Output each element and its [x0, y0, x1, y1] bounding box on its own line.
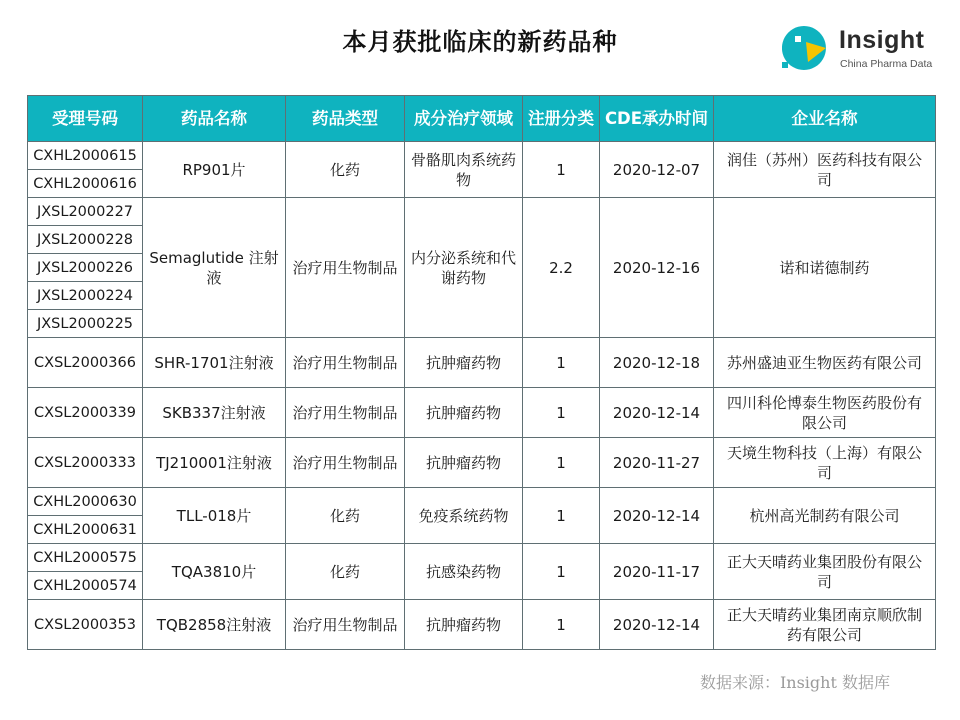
registration-class-cell: 2.2: [523, 198, 600, 338]
drug-name-cell: SHR-1701注射液: [143, 338, 286, 388]
cde-date-cell: 2020-12-14: [600, 600, 714, 650]
company-cell: 正大天晴药业集团南京顺欣制药有限公司: [714, 600, 936, 650]
acceptance-number-cell: JXSL2000227: [28, 198, 143, 226]
data-source-note: 数据来源：Insight 数据库: [699, 673, 890, 692]
drug-type-cell: 治疗用生物制品: [286, 338, 405, 388]
drug-type-cell: 治疗用生物制品: [286, 198, 405, 338]
registration-class-cell: 1: [523, 488, 600, 544]
company-cell: 四川科伦博泰生物医药股份有限公司: [714, 388, 936, 438]
logo-tagline: China Pharma Data: [840, 58, 933, 70]
company-cell: 天境生物科技（上海）有限公司: [714, 438, 936, 488]
cde-date-cell: 2020-11-17: [600, 544, 714, 600]
drug-name-cell: RP901片: [143, 142, 286, 198]
acceptance-number-cell: CXSL2000339: [28, 388, 143, 438]
therapeutic-area-cell: 抗肿瘤药物: [405, 388, 523, 438]
drug-name-cell: TJ210001注射液: [143, 438, 286, 488]
acceptance-number-cell: JXSL2000224: [28, 282, 143, 310]
acceptance-number-cell: CXHL2000630: [28, 488, 143, 516]
table-row: [28, 198, 936, 226]
therapeutic-area-cell: 骨骼肌肉系统药物: [405, 142, 523, 198]
table-row: [28, 600, 936, 650]
drug-type-cell: 化药: [286, 142, 405, 198]
acceptance-number-cell: JXSL2000226: [28, 254, 143, 282]
acceptance-number-cell: JXSL2000228: [28, 226, 143, 254]
column-header: 药品类型: [286, 96, 405, 142]
drug-name-cell: TQA3810片: [143, 544, 286, 600]
drug-name-cell: SKB337注射液: [143, 388, 286, 438]
acceptance-number-cell: CXSL2000353: [28, 600, 143, 650]
acceptance-number-cell: CXHL2000615: [28, 142, 143, 170]
table-row: [28, 142, 936, 170]
drug-type-cell: 治疗用生物制品: [286, 388, 405, 438]
page-title: 本月获批临床的新药品种: [342, 28, 618, 56]
drug-type-cell: 治疗用生物制品: [286, 600, 405, 650]
column-header: 受理号码: [28, 96, 143, 142]
column-header: CDE承办时间: [600, 96, 714, 142]
drug-type-cell: 治疗用生物制品: [286, 438, 405, 488]
table-row: [28, 544, 936, 572]
therapeutic-area-cell: 内分泌系统和代谢药物: [405, 198, 523, 338]
insight-logo-icon: [782, 18, 834, 74]
table-row: [28, 388, 936, 438]
registration-class-cell: 1: [523, 544, 600, 600]
therapeutic-area-cell: 抗感染药物: [405, 544, 523, 600]
acceptance-number-cell: CXSL2000366: [28, 338, 143, 388]
company-cell: 润佳（苏州）医药科技有限公司: [714, 142, 936, 198]
company-cell: 正大天晴药业集团股份有限公司: [714, 544, 936, 600]
insight-logo: [782, 18, 952, 78]
acceptance-number-cell: CXHL2000575: [28, 544, 143, 572]
drug-name-cell: Semaglutide 注射液: [143, 198, 286, 338]
table-row: [28, 488, 936, 516]
drug-type-cell: 化药: [286, 544, 405, 600]
registration-class-cell: 1: [523, 438, 600, 488]
therapeutic-area-cell: 抗肿瘤药物: [405, 600, 523, 650]
registration-class-cell: 1: [523, 600, 600, 650]
table-header-row: [28, 96, 936, 142]
cde-date-cell: 2020-12-07: [600, 142, 714, 198]
cde-date-cell: 2020-12-18: [600, 338, 714, 388]
acceptance-number-cell: JXSL2000225: [28, 310, 143, 338]
cde-date-cell: 2020-11-27: [600, 438, 714, 488]
acceptance-number-cell: CXHL2000616: [28, 170, 143, 198]
acceptance-number-cell: CXSL2000333: [28, 438, 143, 488]
therapeutic-area-cell: 免疫系统药物: [405, 488, 523, 544]
cde-date-cell: 2020-12-14: [600, 488, 714, 544]
company-cell: 苏州盛迪亚生物医药有限公司: [714, 338, 936, 388]
company-cell: 杭州高光制药有限公司: [714, 488, 936, 544]
company-cell: 诺和诺德制药: [714, 198, 936, 338]
therapeutic-area-cell: 抗肿瘤药物: [405, 438, 523, 488]
acceptance-number-cell: CXHL2000574: [28, 572, 143, 600]
column-header: 注册分类: [523, 96, 600, 142]
column-header: 药品名称: [143, 96, 286, 142]
drug-name-cell: TLL-018片: [143, 488, 286, 544]
registration-class-cell: 1: [523, 338, 600, 388]
logo-wordmark: Insight: [839, 26, 925, 54]
registration-class-cell: 1: [523, 142, 600, 198]
approved-drugs-table: [27, 95, 936, 650]
drug-type-cell: 化药: [286, 488, 405, 544]
column-header: 成分治疗领域: [405, 96, 523, 142]
table-row: [28, 438, 936, 488]
table-body: [28, 142, 936, 650]
cde-date-cell: 2020-12-16: [600, 198, 714, 338]
table-row: [28, 338, 936, 388]
column-header: 企业名称: [714, 96, 936, 142]
drug-name-cell: TQB2858注射液: [143, 600, 286, 650]
cde-date-cell: 2020-12-14: [600, 388, 714, 438]
registration-class-cell: 1: [523, 388, 600, 438]
therapeutic-area-cell: 抗肿瘤药物: [405, 338, 523, 388]
acceptance-number-cell: CXHL2000631: [28, 516, 143, 544]
